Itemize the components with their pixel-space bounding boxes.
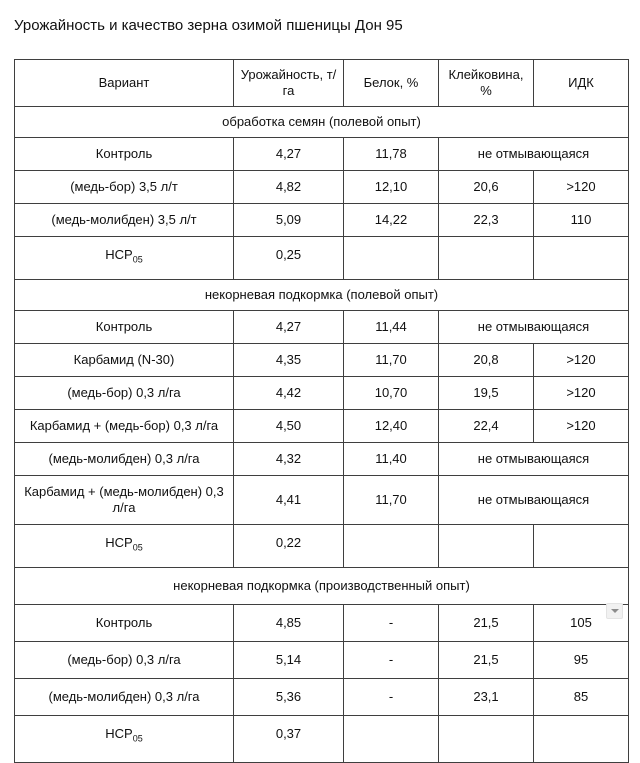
value-cell: 12,10 xyxy=(344,171,439,204)
table-row xyxy=(15,642,629,679)
value-cell xyxy=(344,525,439,568)
value-cell xyxy=(439,716,534,763)
value-cell: 0,22 xyxy=(234,525,344,568)
value-cell: >120 xyxy=(534,377,629,410)
value-cell: 85 xyxy=(534,679,629,716)
value-cell: 0,25 xyxy=(234,237,344,280)
value-cell: не отмывающаяся xyxy=(439,138,629,171)
value-cell: 11,70 xyxy=(344,344,439,377)
value-cell: 21,5 xyxy=(439,642,534,679)
column-header: Белок, % xyxy=(344,60,439,107)
variant-cell: $НСР_{05}$ xyxy=(15,525,234,568)
column-header: ИДК xyxy=(534,60,629,107)
value-cell: 14,22 xyxy=(344,204,439,237)
section-title: некорневая подкормка (полевой опыт) xyxy=(15,280,629,311)
table-section xyxy=(15,107,629,280)
table-row xyxy=(15,443,629,476)
value-cell xyxy=(534,525,629,568)
value-cell: 110 xyxy=(534,204,629,237)
value-cell: 4,85 xyxy=(234,605,344,642)
value-cell: 4,35 xyxy=(234,344,344,377)
value-cell: 20,6 xyxy=(439,171,534,204)
variant-cell: (медь-бор) 0,3 л/га xyxy=(15,642,234,679)
table-row xyxy=(15,410,629,443)
value-cell: 11,70 xyxy=(344,476,439,525)
table-row xyxy=(15,311,629,344)
section-title: обработка семян (полевой опыт) xyxy=(15,107,629,138)
value-cell: 5,14 xyxy=(234,642,344,679)
value-cell: 4,82 xyxy=(234,171,344,204)
table-row xyxy=(15,171,629,204)
value-cell: 19,5 xyxy=(439,377,534,410)
table-row xyxy=(15,377,629,410)
table-row xyxy=(15,204,629,237)
value-cell xyxy=(534,237,629,280)
column-header: Клейковина, % xyxy=(439,60,534,107)
table-row xyxy=(15,237,629,280)
scroll-down-button[interactable] xyxy=(606,603,623,619)
value-cell: 4,50 xyxy=(234,410,344,443)
wheat-yield-quality-table xyxy=(14,59,629,763)
value-cell: 4,32 xyxy=(234,443,344,476)
value-cell: - xyxy=(344,679,439,716)
value-cell: >120 xyxy=(534,344,629,377)
value-cell: 23,1 xyxy=(439,679,534,716)
value-cell: 4,42 xyxy=(234,377,344,410)
section-title: некорневая подкормка (производственный опыт) xyxy=(15,568,629,605)
value-cell: 95 xyxy=(534,642,629,679)
variant-cell: (медь-молибден) 3,5 л/т xyxy=(15,204,234,237)
column-header: Урожайность, т/га xyxy=(234,60,344,107)
value-cell: 105 xyxy=(534,605,629,642)
value-cell: 11,44 xyxy=(344,311,439,344)
value-cell: не отмывающаяся xyxy=(439,311,629,344)
value-cell: 5,09 xyxy=(234,204,344,237)
variant-cell: Карбамид + (медь-бор) 0,3 л/га xyxy=(15,410,234,443)
value-cell: 11,78 xyxy=(344,138,439,171)
header-row xyxy=(15,60,629,107)
value-cell xyxy=(344,237,439,280)
value-cell: 10,70 xyxy=(344,377,439,410)
value-cell: 21,5 xyxy=(439,605,534,642)
value-cell: 11,40 xyxy=(344,443,439,476)
value-cell: не отмывающаяся xyxy=(439,443,629,476)
variant-cell: (медь-бор) 0,3 л/га xyxy=(15,377,234,410)
variant-cell: Контроль xyxy=(15,138,234,171)
variant-cell: Карбамид + (медь-молибден) 0,3 л/га xyxy=(15,476,234,525)
variant-cell: (медь-молибден) 0,3 л/га xyxy=(15,679,234,716)
value-cell: - xyxy=(344,642,439,679)
value-cell: 5,36 xyxy=(234,679,344,716)
variant-cell: Контроль xyxy=(15,605,234,642)
table-row xyxy=(15,476,629,525)
value-cell: 0,37 xyxy=(234,716,344,763)
value-cell: >120 xyxy=(534,171,629,204)
table-row xyxy=(15,679,629,716)
value-cell: >120 xyxy=(534,410,629,443)
section-title-row xyxy=(15,107,629,138)
table-section xyxy=(15,568,629,763)
variant-cell: Контроль xyxy=(15,311,234,344)
value-cell: 20,8 xyxy=(439,344,534,377)
table-row xyxy=(15,525,629,568)
variant-cell: (медь-молибден) 0,3 л/га xyxy=(15,443,234,476)
caret-down-icon xyxy=(611,609,619,613)
table-row xyxy=(15,716,629,763)
value-cell: 4,27 xyxy=(234,138,344,171)
value-cell: 4,41 xyxy=(234,476,344,525)
table-section xyxy=(15,280,629,568)
table-row xyxy=(15,344,629,377)
value-cell: 4,27 xyxy=(234,311,344,344)
value-cell: 12,40 xyxy=(344,410,439,443)
table-row xyxy=(15,605,629,642)
page-title: Урожайность и качество зерна озимой пшеницы Дон 95 xyxy=(14,17,403,34)
value-cell xyxy=(439,237,534,280)
variant-cell: Карбамид (N-30) xyxy=(15,344,234,377)
variant-cell: $НСР_{05}$ xyxy=(15,716,234,763)
table-row xyxy=(15,138,629,171)
value-cell: 22,3 xyxy=(439,204,534,237)
table-header xyxy=(15,60,629,107)
value-cell: - xyxy=(344,605,439,642)
value-cell xyxy=(534,716,629,763)
variant-cell: (медь-бор) 3,5 л/т xyxy=(15,171,234,204)
value-cell: 22,4 xyxy=(439,410,534,443)
value-cell: не отмывающаяся xyxy=(439,476,629,525)
value-cell xyxy=(344,716,439,763)
section-title-row xyxy=(15,568,629,605)
column-header: Вариант xyxy=(15,60,234,107)
variant-cell: $НСР_{05}$ xyxy=(15,237,234,280)
value-cell xyxy=(439,525,534,568)
section-title-row xyxy=(15,280,629,311)
